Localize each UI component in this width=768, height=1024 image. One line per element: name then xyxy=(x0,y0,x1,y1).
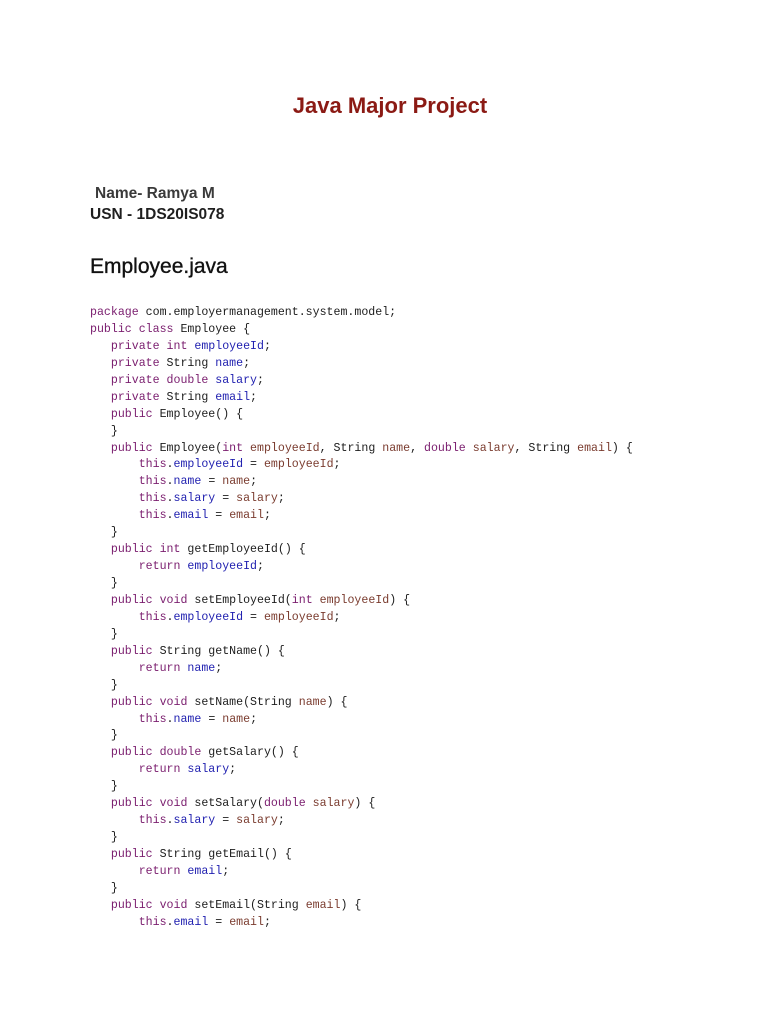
code-token: = xyxy=(215,492,237,506)
code-token: = xyxy=(215,814,237,828)
code-line xyxy=(90,712,633,729)
code-token: public class xyxy=(90,322,174,336)
code-token: = xyxy=(201,475,223,489)
code-token: private int xyxy=(110,339,188,353)
code-block xyxy=(90,305,633,932)
code-token: } xyxy=(90,881,118,895)
code-line xyxy=(90,373,633,390)
code-token: name xyxy=(222,475,251,489)
code-token xyxy=(313,594,320,607)
code-token: ; xyxy=(333,458,341,472)
code-token: ; xyxy=(263,339,271,353)
code-token: , String xyxy=(319,441,383,455)
code-token: salary xyxy=(236,814,278,828)
code-token: this xyxy=(138,814,167,828)
code-token xyxy=(90,509,139,522)
document-title: Java Major Project xyxy=(292,93,488,118)
code-line xyxy=(90,593,633,610)
code-line xyxy=(90,678,633,695)
code-token: return xyxy=(138,661,181,675)
code-token xyxy=(306,797,313,810)
code-token: return xyxy=(138,560,181,574)
code-token xyxy=(243,442,250,455)
code-token: salary xyxy=(173,814,216,828)
code-token: setEmployeeId( xyxy=(187,593,292,607)
code-token: this xyxy=(138,610,167,624)
code-token: ; xyxy=(243,356,251,370)
code-token: ; xyxy=(277,492,285,506)
code-token: email xyxy=(215,390,251,404)
code-token: return xyxy=(138,864,181,878)
code-token: . xyxy=(166,610,174,624)
code-token: salary xyxy=(472,441,515,455)
author-usn: USN - 1DS20IS078 xyxy=(90,206,225,223)
code-line xyxy=(90,898,633,915)
code-token: ; xyxy=(215,661,223,675)
code-token: this xyxy=(138,509,167,523)
code-token xyxy=(90,814,139,827)
code-line xyxy=(90,610,633,627)
code-token xyxy=(90,442,111,455)
code-line xyxy=(90,779,633,796)
code-token: public void xyxy=(110,695,188,709)
code-token: public xyxy=(110,441,153,455)
code-token: email xyxy=(187,864,223,878)
code-line xyxy=(90,915,633,932)
code-token: setEmail(String xyxy=(187,898,306,912)
section-heading: Employee.java xyxy=(90,255,228,278)
code-token: double xyxy=(263,797,306,811)
code-token: ) { xyxy=(354,797,376,811)
code-token: return xyxy=(138,763,181,777)
code-line xyxy=(90,695,633,712)
code-line xyxy=(90,407,633,424)
code-token xyxy=(90,696,111,709)
code-token: this xyxy=(138,712,167,726)
code-token xyxy=(90,594,111,607)
code-token: private xyxy=(110,390,160,404)
code-token: ; xyxy=(222,864,230,878)
code-token: ; xyxy=(257,560,264,574)
code-token: email xyxy=(305,898,341,912)
code-token: } xyxy=(90,678,118,692)
code-token: name xyxy=(382,441,411,455)
code-token: name xyxy=(173,712,202,726)
code-line xyxy=(90,322,633,339)
code-token xyxy=(90,492,139,505)
code-line xyxy=(90,644,633,661)
code-line xyxy=(90,728,633,745)
code-line xyxy=(90,762,633,779)
code-token: ) { xyxy=(611,441,633,455)
code-token: . xyxy=(166,509,174,523)
code-token: salary xyxy=(215,373,257,387)
code-line xyxy=(90,830,633,847)
code-token: public xyxy=(110,407,153,421)
code-token xyxy=(90,458,139,471)
code-token xyxy=(90,543,111,556)
code-token: public xyxy=(110,848,153,861)
code-token: public void xyxy=(110,797,188,811)
code-line xyxy=(90,559,633,576)
code-token: ; xyxy=(250,475,258,489)
code-token: email xyxy=(577,441,612,455)
code-token: , String xyxy=(514,441,578,455)
code-line xyxy=(90,441,633,458)
code-token: } xyxy=(90,780,118,794)
code-token: . xyxy=(166,712,174,726)
code-token: name xyxy=(215,356,244,370)
code-line xyxy=(90,339,633,356)
code-token: . xyxy=(166,492,174,506)
code-token: public void xyxy=(110,593,188,607)
code-token xyxy=(90,408,111,421)
code-token xyxy=(90,763,139,776)
code-token: Employee { xyxy=(173,322,251,336)
code-token: ; xyxy=(229,763,237,777)
code-token: = xyxy=(201,712,223,726)
code-token: employeeId xyxy=(263,610,334,624)
code-token: this xyxy=(138,475,167,489)
code-line xyxy=(90,847,633,864)
code-token: ; xyxy=(250,390,258,404)
code-token: getSalary() { xyxy=(201,746,299,760)
code-token xyxy=(90,662,139,675)
code-token: int xyxy=(222,441,244,455)
code-token: String getName() { xyxy=(152,644,285,658)
code-token: salary xyxy=(173,492,216,506)
code-token xyxy=(90,357,111,370)
code-line xyxy=(90,745,633,762)
code-token: employeeId xyxy=(194,339,264,353)
code-token: setName(String xyxy=(187,695,299,709)
code-token: employeeId xyxy=(187,560,257,574)
code-token xyxy=(90,899,111,912)
code-token xyxy=(90,746,111,759)
code-token xyxy=(90,374,111,387)
code-token: . xyxy=(166,475,174,489)
code-token: salary xyxy=(312,797,355,811)
code-token: email xyxy=(173,915,209,929)
code-token: public double xyxy=(110,746,202,760)
code-token: ; xyxy=(263,915,271,929)
code-token: ; xyxy=(257,373,264,387)
code-line xyxy=(90,661,633,678)
code-token: ) { xyxy=(340,898,362,912)
code-token: employeeId xyxy=(173,610,244,624)
code-line xyxy=(90,525,633,542)
code-line xyxy=(90,457,633,474)
code-token xyxy=(90,645,111,658)
code-token: String xyxy=(159,356,216,370)
code-token xyxy=(90,916,139,929)
author-name: Name- Ramya M xyxy=(95,185,215,202)
code-token: salary xyxy=(187,763,230,777)
code-token: package xyxy=(90,306,139,319)
code-token: = xyxy=(208,509,230,523)
code-token: email xyxy=(173,509,209,523)
code-token: email xyxy=(229,915,264,929)
code-token xyxy=(90,560,139,573)
code-line xyxy=(90,474,633,491)
code-line xyxy=(90,508,633,525)
code-token: email xyxy=(229,509,264,523)
code-token: name xyxy=(222,712,251,726)
code-token xyxy=(90,797,111,810)
code-token: name xyxy=(173,475,202,489)
code-token: = xyxy=(243,610,264,624)
code-token xyxy=(90,611,139,624)
code-token: this xyxy=(138,492,167,506)
code-token: = xyxy=(208,915,230,929)
code-line xyxy=(90,796,633,813)
code-token xyxy=(90,340,111,353)
code-line xyxy=(90,390,633,407)
code-token: getEmployeeId() { xyxy=(180,543,306,557)
code-token: public void xyxy=(110,898,188,912)
code-token: employeeId xyxy=(263,458,334,472)
code-token xyxy=(90,865,139,878)
code-token: employeeId xyxy=(173,458,244,472)
code-token: String getEmail() { xyxy=(152,848,292,861)
code-line xyxy=(90,576,633,593)
code-token: String xyxy=(159,390,216,404)
code-token: public int xyxy=(110,543,181,557)
code-token xyxy=(90,475,139,488)
code-token: employeeId xyxy=(319,593,390,607)
code-token: ) { xyxy=(389,593,411,607)
code-token: this xyxy=(138,915,167,929)
code-token: } xyxy=(90,729,118,743)
code-token: , xyxy=(410,441,425,455)
code-token: } xyxy=(90,424,118,438)
code-line xyxy=(90,424,633,441)
code-token: employeeId xyxy=(250,441,320,455)
code-token: } xyxy=(90,627,118,641)
code-token: ; xyxy=(333,610,341,624)
code-token: name xyxy=(298,695,327,709)
code-token: double xyxy=(424,441,466,455)
code-token: } xyxy=(90,831,118,845)
code-token: ) { xyxy=(326,695,348,709)
code-token: } xyxy=(90,577,118,590)
code-token: } xyxy=(90,526,118,540)
code-token: Employee( xyxy=(152,441,223,455)
code-token: com.employermanagement.system.model; xyxy=(138,306,397,319)
code-token: setSalary( xyxy=(187,797,264,811)
code-token: . xyxy=(166,814,174,828)
code-token: private double xyxy=(110,373,209,387)
code-token: salary xyxy=(236,492,278,506)
code-token: = xyxy=(243,458,264,472)
code-line xyxy=(90,542,633,559)
code-line xyxy=(90,627,633,644)
code-token: int xyxy=(291,593,313,607)
code-token xyxy=(90,391,111,404)
code-line xyxy=(90,813,633,830)
code-token xyxy=(90,713,139,726)
code-token: name xyxy=(187,661,216,675)
code-token: public xyxy=(110,644,153,658)
code-token: private xyxy=(110,356,160,370)
code-line xyxy=(90,356,633,373)
code-token: . xyxy=(166,915,174,929)
code-line xyxy=(90,491,633,508)
code-token: ; xyxy=(277,814,285,828)
code-token: . xyxy=(166,458,174,472)
code-token: ; xyxy=(250,712,258,726)
code-line xyxy=(90,864,633,881)
code-token: ; xyxy=(263,509,271,523)
code-line xyxy=(90,305,633,322)
code-token xyxy=(466,442,473,455)
code-token xyxy=(90,848,111,861)
code-token: this xyxy=(138,458,167,472)
code-line xyxy=(90,881,633,898)
code-token: Employee() { xyxy=(152,407,244,421)
